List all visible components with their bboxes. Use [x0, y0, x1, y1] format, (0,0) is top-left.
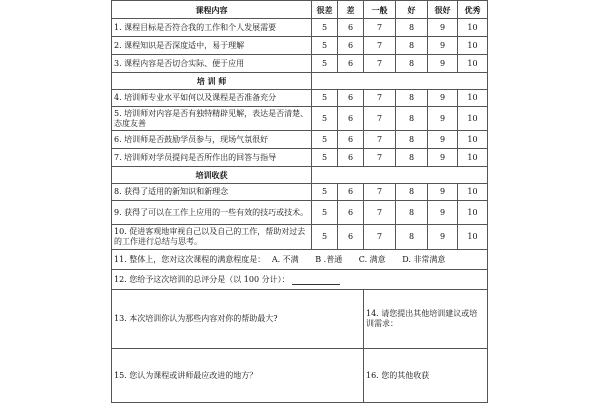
section-header-course-content: 课程内容 [112, 1, 312, 19]
score-option[interactable]: 8 [396, 131, 428, 149]
satisfaction-option-b[interactable]: B .普通 [315, 254, 343, 264]
score-option[interactable]: 6 [338, 201, 364, 225]
score-option[interactable]: 9 [428, 149, 458, 167]
satisfaction-question-text: 11. 整体上，您对这次课程的满意程度是： [114, 254, 266, 264]
question-row [112, 201, 488, 225]
section-row-outcome [112, 167, 488, 184]
score-option[interactable]: 8 [396, 37, 428, 55]
evaluation-form-table [111, 0, 488, 403]
score-option[interactable]: 9 [428, 55, 458, 73]
score-option[interactable]: 5 [312, 201, 338, 225]
question-text: 6. 培训师是否鼓励学员参与，现场气氛很好 [112, 131, 312, 149]
score-option[interactable]: 10 [458, 19, 488, 37]
score-option[interactable]: 5 [312, 37, 338, 55]
section-header-outcome: 培训收获 [112, 167, 312, 184]
question-text: 10. 促进客观地审视自己以及自己的工作，帮助对过去的工作进行总结与思考。 [112, 225, 312, 250]
question-row [112, 131, 488, 149]
rating-header: 很差 [312, 1, 338, 19]
section-spacer [312, 167, 488, 184]
score-option[interactable]: 10 [458, 225, 488, 250]
section-header-trainer: 培 训 师 [112, 73, 312, 90]
section-spacer [312, 73, 488, 90]
score-option[interactable]: 8 [396, 201, 428, 225]
score-option[interactable]: 9 [428, 107, 458, 131]
score-option[interactable]: 6 [338, 19, 364, 37]
question-text: 2. 课程知识是否深度适中，易于理解 [112, 37, 312, 55]
rating-header: 差 [338, 1, 364, 19]
score-option[interactable]: 6 [338, 225, 364, 250]
score-option[interactable]: 10 [458, 55, 488, 73]
question-row [112, 37, 488, 55]
satisfaction-option-a[interactable]: A. 不满 [271, 254, 299, 264]
score-option[interactable]: 7 [364, 131, 396, 149]
score-option[interactable]: 8 [396, 149, 428, 167]
score-option[interactable]: 5 [312, 55, 338, 73]
score-option[interactable]: 5 [312, 131, 338, 149]
score-option[interactable]: 6 [338, 55, 364, 73]
question-row [112, 107, 488, 131]
open-question-16-text: 16. 您的其他收获 [366, 370, 430, 380]
open-question-15-text: 15. 您认为课程或讲师最应改进的地方？ [114, 370, 258, 380]
score-option[interactable]: 9 [428, 225, 458, 250]
score-option[interactable]: 9 [428, 131, 458, 149]
score-option[interactable]: 7 [364, 225, 396, 250]
open-question-13-text: 13. 本次培训你认为那些内容对你的帮助最大? [114, 314, 278, 323]
score-option[interactable]: 9 [428, 37, 458, 55]
open-questions-row-1 [112, 290, 488, 349]
satisfaction-question [112, 250, 488, 270]
open-question-suggestions[interactable] [364, 290, 488, 349]
score-option[interactable]: 9 [428, 19, 458, 37]
open-questions-row-2 [112, 349, 488, 403]
score-option[interactable]: 6 [338, 90, 364, 107]
question-text: 7. 培训师对学员提问是否所作出的回答与指导 [112, 149, 312, 167]
score-option[interactable]: 7 [364, 55, 396, 73]
header-row [112, 1, 488, 19]
score-option[interactable]: 10 [458, 90, 488, 107]
open-question-other-gains[interactable] [364, 349, 488, 403]
score-option[interactable]: 7 [364, 184, 396, 201]
question-text: 8. 获得了适用的新知识和新理念 [112, 184, 312, 201]
score-option[interactable]: 7 [364, 107, 396, 131]
score-option[interactable]: 6 [338, 184, 364, 201]
score-option[interactable]: 8 [396, 55, 428, 73]
question-row [112, 90, 488, 107]
score-option[interactable]: 8 [396, 107, 428, 131]
question-text: 9. 获得了可以在工作上应用的一些有效的技巧或技术。 [112, 201, 312, 225]
score-option[interactable]: 5 [312, 184, 338, 201]
score-total-row [112, 270, 488, 290]
total-score-question [112, 270, 488, 290]
open-question-helpful-content[interactable] [112, 290, 364, 349]
question-row [112, 225, 488, 250]
score-option[interactable]: 8 [396, 90, 428, 107]
score-option[interactable]: 6 [338, 131, 364, 149]
score-option[interactable]: 10 [458, 37, 488, 55]
open-question-14-text: 14. 请您提出其他培训建议或培训需求： [366, 309, 478, 328]
score-option[interactable]: 8 [396, 184, 428, 201]
score-option[interactable]: 9 [428, 90, 458, 107]
question-text: 5. 培训师对内容是否有独特精辟见解，表达是否清楚、态度友善 [112, 107, 312, 131]
score-option[interactable]: 5 [312, 19, 338, 37]
score-option[interactable]: 6 [338, 149, 364, 167]
score-option[interactable]: 6 [338, 37, 364, 55]
question-row [112, 149, 488, 167]
total-score-input[interactable] [292, 276, 340, 285]
score-option[interactable]: 9 [428, 201, 458, 225]
satisfaction-row [112, 250, 488, 270]
rating-header: 优秀 [458, 1, 488, 19]
score-option[interactable]: 8 [396, 19, 428, 37]
score-option[interactable]: 7 [364, 90, 396, 107]
score-option[interactable]: 5 [312, 107, 338, 131]
score-option[interactable]: 8 [396, 225, 428, 250]
section-row-trainer [112, 73, 488, 90]
question-text: 3. 课程内容是否切合实际、便于应用 [112, 55, 312, 73]
satisfaction-option-d[interactable]: D. 非常满意 [402, 254, 446, 264]
rating-header: 很好 [428, 1, 458, 19]
score-option[interactable]: 10 [458, 201, 488, 225]
question-row [112, 184, 488, 201]
rating-header: 好 [396, 1, 428, 19]
score-option[interactable]: 10 [458, 149, 488, 167]
total-score-question-text: 12. 您给予这次培训的总评分是（以 100 分计）： [114, 274, 290, 284]
score-option[interactable]: 10 [458, 107, 488, 131]
score-option[interactable]: 5 [312, 225, 338, 250]
score-option[interactable]: 5 [312, 90, 338, 107]
question-row [112, 19, 488, 37]
question-row [112, 55, 488, 73]
score-option[interactable]: 7 [364, 201, 396, 225]
score-option[interactable]: 7 [364, 37, 396, 55]
score-option[interactable]: 6 [338, 107, 364, 131]
score-option[interactable]: 7 [364, 19, 396, 37]
rating-header: 一般 [364, 1, 396, 19]
question-text: 1. 课程目标是否符合我的工作和个人发展需要 [112, 19, 312, 37]
score-option[interactable]: 10 [458, 131, 488, 149]
open-question-improvements[interactable] [112, 349, 364, 403]
question-text: 4. 培训师专业水平如何以及课程是否准备充分 [112, 90, 312, 107]
score-option[interactable]: 10 [458, 184, 488, 201]
satisfaction-option-c[interactable]: C. 满意 [358, 254, 386, 264]
score-option[interactable]: 5 [312, 149, 338, 167]
score-option[interactable]: 9 [428, 184, 458, 201]
score-option[interactable]: 7 [364, 149, 396, 167]
